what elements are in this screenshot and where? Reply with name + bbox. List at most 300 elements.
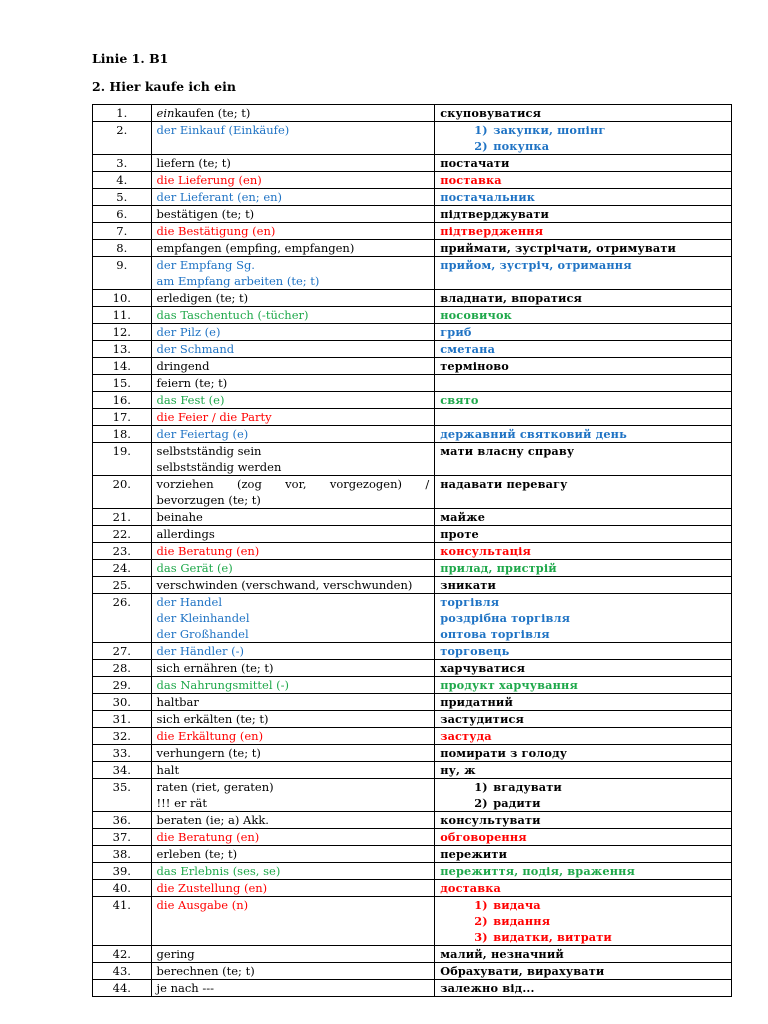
- ukrainian-translation: владнати, впоратися: [440, 291, 583, 305]
- german-term-cell: [151, 172, 435, 189]
- table-row: [93, 392, 732, 409]
- german-term: allerdings: [156, 527, 215, 541]
- ukrainian-translation-cell: [435, 476, 732, 509]
- german-term: der Großhandel: [156, 627, 249, 641]
- german-term-cell: [151, 728, 435, 745]
- ukrainian-translation-cell: [435, 206, 732, 223]
- numbered-translation: [440, 897, 726, 913]
- german-term-cell: [151, 711, 435, 728]
- table-row: [93, 409, 732, 426]
- german-term: erledigen (te; t): [156, 291, 249, 305]
- table-row: [93, 543, 732, 560]
- list-number: 2): [474, 139, 488, 153]
- table-row: [93, 812, 732, 829]
- ukrainian-translation: торговець: [440, 644, 510, 658]
- row-number: 17.: [93, 409, 152, 426]
- ukrainian-translation: придатний: [440, 695, 513, 709]
- ukrainian-translation: постачати: [440, 156, 510, 170]
- german-term: das Fest (e): [156, 393, 225, 407]
- row-number: 12.: [93, 324, 152, 341]
- german-term-word: vor,: [285, 477, 307, 491]
- row-number: 15.: [93, 375, 152, 392]
- row-number: 3.: [93, 155, 152, 172]
- german-term: !!! er rät: [156, 796, 207, 810]
- german-term: verschwinden (verschwand, verschwunden): [156, 578, 413, 592]
- table-row: [93, 358, 732, 375]
- ukrainian-translation-cell: [435, 863, 732, 880]
- german-term-cell: [151, 677, 435, 694]
- german-term-cell: [151, 543, 435, 560]
- german-term-cell: [151, 812, 435, 829]
- german-term: die Beratung (en): [156, 544, 260, 558]
- ukrainian-translation-cell: [435, 324, 732, 341]
- ukrainian-translation: свято: [440, 393, 479, 407]
- ukrainian-translation: постачальник: [440, 190, 536, 204]
- german-term: der Händler (-): [156, 644, 245, 658]
- german-term: am Empfang arbeiten (te; t): [156, 274, 320, 288]
- german-term: die Zustellung (en): [156, 881, 268, 895]
- ukrainian-translation-cell: [435, 829, 732, 846]
- german-term: der Empfang Sg.: [156, 258, 255, 272]
- german-term-cell: [151, 963, 435, 980]
- table-row: [93, 880, 732, 897]
- row-number: 13.: [93, 341, 152, 358]
- german-term-cell: [151, 307, 435, 324]
- table-row: [93, 155, 732, 172]
- ukrainian-translation: торгівля: [440, 595, 500, 609]
- ukrainian-translation: оптова торгівля: [440, 627, 550, 641]
- ukrainian-translation: гриб: [440, 325, 472, 339]
- ukrainian-translation-cell: [435, 392, 732, 409]
- list-number: 1): [474, 780, 488, 794]
- german-term-cell: [151, 863, 435, 880]
- row-number: 27.: [93, 643, 152, 660]
- german-term: [157, 476, 430, 492]
- table-row: [93, 863, 732, 880]
- row-number: 5.: [93, 189, 152, 206]
- ukrainian-translation-cell: [435, 846, 732, 863]
- german-term: sich erkälten (te; t): [156, 712, 269, 726]
- german-term-cell: [151, 762, 435, 779]
- row-number: 36.: [93, 812, 152, 829]
- ukrainian-translation-cell: [435, 172, 732, 189]
- row-number: 43.: [93, 963, 152, 980]
- ukrainian-translation: консультація: [440, 544, 532, 558]
- german-term-cell: [151, 240, 435, 257]
- ukrainian-translation-cell: [435, 223, 732, 240]
- ukrainian-translation-cell: [435, 694, 732, 711]
- german-term: empfangen (empfing, empfangen): [156, 241, 355, 255]
- ukrainian-translation-cell: [435, 711, 732, 728]
- german-term: der Pilz (e): [156, 325, 221, 339]
- ukrainian-translation-cell: [435, 375, 732, 392]
- table-row: [93, 846, 732, 863]
- table-row: [93, 677, 732, 694]
- german-term: bestätigen (te; t): [156, 207, 255, 221]
- row-number: 7.: [93, 223, 152, 240]
- ukrainian-translation-cell: [435, 745, 732, 762]
- row-number: 34.: [93, 762, 152, 779]
- ukrainian-translation: державний святковий день: [440, 427, 627, 441]
- german-term-cell: [151, 223, 435, 240]
- german-term-cell: [151, 897, 435, 946]
- ukrainian-translation-cell: [435, 880, 732, 897]
- numbered-translation: [440, 929, 726, 945]
- ukrainian-translation-cell: [435, 105, 732, 122]
- ukrainian-translation: ну, ж: [440, 763, 476, 777]
- ukrainian-translation: підтверджувати: [440, 207, 550, 221]
- table-row: [93, 963, 732, 980]
- row-number: 25.: [93, 577, 152, 594]
- row-number: 14.: [93, 358, 152, 375]
- german-term: die Feier / die Party: [156, 410, 272, 424]
- german-term-cell: [151, 122, 435, 155]
- ukrainian-translation: мати власну справу: [440, 444, 575, 458]
- german-term: das Erlebnis (ses, se): [156, 864, 281, 878]
- german-term-word: vorziehen: [156, 477, 214, 491]
- german-term: feiern (te; t): [156, 376, 228, 390]
- german-term-cell: [151, 409, 435, 426]
- ukrainian-translation-cell: [435, 897, 732, 946]
- table-row: [93, 324, 732, 341]
- german-term-cell: [151, 392, 435, 409]
- german-term-cell: [151, 189, 435, 206]
- german-term: beraten (ie; a) Akk.: [156, 813, 269, 827]
- row-number: 32.: [93, 728, 152, 745]
- german-term-cell: [151, 105, 435, 122]
- german-term-cell: [151, 341, 435, 358]
- ukrainian-translation-cell: [435, 443, 732, 476]
- german-term: selbstständig sein: [156, 444, 262, 458]
- german-term-cell: [151, 290, 435, 307]
- ukrainian-translation-cell: [435, 307, 732, 324]
- ukrainian-translation: радити: [493, 796, 541, 810]
- ukrainian-translation: надавати перевагу: [440, 477, 568, 491]
- table-row: [93, 526, 732, 543]
- table-row: [93, 779, 732, 812]
- table-row: [93, 257, 732, 290]
- ukrainian-translation-cell: [435, 122, 732, 155]
- ukrainian-translation-cell: [435, 946, 732, 963]
- table-row: [93, 660, 732, 677]
- chapter-heading: 2. Hier kaufe ich ein: [92, 79, 236, 94]
- ukrainian-translation: поставка: [440, 173, 502, 187]
- row-number: 19.: [93, 443, 152, 476]
- vocabulary-table-body: [93, 105, 732, 997]
- german-term-cell: [151, 946, 435, 963]
- table-row: [93, 745, 732, 762]
- table-row: [93, 728, 732, 745]
- ukrainian-translation: видання: [493, 914, 551, 928]
- ukrainian-translation: пережиття, подія, враження: [440, 864, 636, 878]
- list-number: 1): [474, 898, 488, 912]
- german-term-word: (zog: [236, 477, 262, 491]
- ukrainian-translation: залежно від...: [440, 981, 535, 995]
- german-term-cell: [151, 257, 435, 290]
- german-term: die Bestätigung (en): [156, 224, 276, 238]
- ukrainian-translation-cell: [435, 240, 732, 257]
- list-number: 2): [474, 914, 488, 928]
- ukrainian-translation: вгадувати: [493, 780, 562, 794]
- table-row: [93, 189, 732, 206]
- german-term: je nach ---: [156, 981, 214, 995]
- ukrainian-translation-cell: [435, 155, 732, 172]
- row-number: 2.: [93, 122, 152, 155]
- list-number: 2): [474, 796, 488, 810]
- row-number: 10.: [93, 290, 152, 307]
- ukrainian-translation: Обрахувати, вирахувати: [440, 964, 605, 978]
- german-term: gering: [156, 947, 195, 961]
- german-term: berechnen (te; t): [156, 964, 255, 978]
- row-number: 16.: [93, 392, 152, 409]
- table-row: [93, 694, 732, 711]
- row-number: 24.: [93, 560, 152, 577]
- german-term-word: vorgezogen): [329, 477, 402, 491]
- table-row: [93, 643, 732, 660]
- row-number: 39.: [93, 863, 152, 880]
- row-number: 20.: [93, 476, 152, 509]
- german-term-cell: [151, 829, 435, 846]
- ukrainian-translation: застудитися: [440, 712, 525, 726]
- table-row: [93, 122, 732, 155]
- row-number: 42.: [93, 946, 152, 963]
- list-number: 1): [474, 123, 488, 137]
- german-term: die Lieferung (en): [156, 173, 262, 187]
- row-number: 30.: [93, 694, 152, 711]
- table-row: [93, 762, 732, 779]
- german-term: der Schmand: [156, 342, 235, 356]
- table-row: [93, 476, 732, 509]
- numbered-translation: [440, 122, 726, 138]
- german-term: der Handel: [156, 595, 223, 609]
- table-row: [93, 375, 732, 392]
- row-number: 22.: [93, 526, 152, 543]
- german-term-cell: [151, 577, 435, 594]
- ukrainian-translation-cell: [435, 409, 732, 426]
- table-row: [93, 980, 732, 997]
- german-term-cell: [151, 358, 435, 375]
- ukrainian-translation: обговорення: [440, 830, 527, 844]
- ukrainian-translation-cell: [435, 728, 732, 745]
- list-number: 3): [474, 930, 488, 944]
- ukrainian-translation: покупка: [493, 139, 550, 153]
- german-term: der Einkauf (Einkäufe): [156, 123, 290, 137]
- table-row: [93, 560, 732, 577]
- ukrainian-translation: роздрібна торгівля: [440, 611, 571, 625]
- german-term-rest: kaufen (te; t): [174, 106, 251, 120]
- row-number: 9.: [93, 257, 152, 290]
- row-number: 35.: [93, 779, 152, 812]
- german-term: liefern (te; t): [156, 156, 231, 170]
- german-term-cell: [151, 594, 435, 643]
- ukrainian-translation: прилад, пристрій: [440, 561, 557, 575]
- ukrainian-translation-cell: [435, 762, 732, 779]
- lesson-line-heading: Linie 1. B1: [92, 51, 169, 66]
- ukrainian-translation: майже: [440, 510, 486, 524]
- german-term-cell: [151, 779, 435, 812]
- german-term: [157, 105, 430, 121]
- ukrainian-translation: терміново: [440, 359, 509, 373]
- empty-translation: [440, 409, 726, 425]
- ukrainian-translation: видатки, витрати: [493, 930, 612, 944]
- ukrainian-translation: застуда: [440, 729, 492, 743]
- german-term: erleben (te; t): [156, 847, 238, 861]
- german-term-cell: [151, 476, 435, 509]
- ukrainian-translation-cell: [435, 643, 732, 660]
- row-number: 8.: [93, 240, 152, 257]
- numbered-translation: [440, 913, 726, 929]
- german-term: das Gerät (e): [156, 561, 233, 575]
- row-number: 4.: [93, 172, 152, 189]
- table-row: [93, 341, 732, 358]
- row-number: 6.: [93, 206, 152, 223]
- ukrainian-translation: помирати з голоду: [440, 746, 568, 760]
- ukrainian-translation-cell: [435, 660, 732, 677]
- german-term: halt: [156, 763, 180, 777]
- row-number: 37.: [93, 829, 152, 846]
- ukrainian-translation: приймати, зустрічати, отримувати: [440, 241, 677, 255]
- german-term-cell: [151, 880, 435, 897]
- row-number: 23.: [93, 543, 152, 560]
- vocabulary-table: [92, 104, 732, 997]
- german-term-cell: [151, 980, 435, 997]
- german-term-cell: [151, 426, 435, 443]
- german-term-cell: [151, 643, 435, 660]
- german-term-cell: [151, 560, 435, 577]
- ukrainian-translation: малий, незначний: [440, 947, 564, 961]
- ukrainian-translation: носовичок: [440, 308, 512, 322]
- ukrainian-translation: пережити: [440, 847, 508, 861]
- ukrainian-translation-cell: [435, 509, 732, 526]
- german-term: selbstständig werden: [156, 460, 282, 474]
- row-number: 40.: [93, 880, 152, 897]
- table-row: [93, 829, 732, 846]
- separable-prefix: ein: [156, 106, 175, 120]
- german-term-cell: [151, 509, 435, 526]
- ukrainian-translation: доставка: [440, 881, 501, 895]
- table-row: [93, 223, 732, 240]
- row-number: 38.: [93, 846, 152, 863]
- numbered-translation: [440, 779, 726, 795]
- numbered-translation: [440, 138, 726, 154]
- ukrainian-translation-cell: [435, 358, 732, 375]
- table-row: [93, 577, 732, 594]
- german-term: haltbar: [156, 695, 199, 709]
- table-row: [93, 307, 732, 324]
- table-row: [93, 443, 732, 476]
- german-term-cell: [151, 155, 435, 172]
- german-term: das Nahrungsmittel (-): [156, 678, 290, 692]
- ukrainian-translation-cell: [435, 812, 732, 829]
- german-term: die Erkältung (en): [156, 729, 264, 743]
- table-row: [93, 290, 732, 307]
- table-row: [93, 426, 732, 443]
- ukrainian-translation: видача: [493, 898, 541, 912]
- german-term: bevorzugen (te; t): [156, 493, 261, 507]
- ukrainian-translation-cell: [435, 290, 732, 307]
- table-row: [93, 509, 732, 526]
- german-term: das Taschentuch (-tücher): [156, 308, 309, 322]
- row-number: 31.: [93, 711, 152, 728]
- german-term-cell: [151, 375, 435, 392]
- ukrainian-translation: продукт харчування: [440, 678, 578, 692]
- table-row: [93, 711, 732, 728]
- row-number: 28.: [93, 660, 152, 677]
- ukrainian-translation-cell: [435, 426, 732, 443]
- german-term: die Beratung (en): [156, 830, 260, 844]
- ukrainian-translation-cell: [435, 526, 732, 543]
- table-row: [93, 206, 732, 223]
- german-term-word: /: [425, 477, 430, 491]
- german-term: beinahe: [156, 510, 203, 524]
- ukrainian-translation: зникати: [440, 578, 496, 592]
- ukrainian-translation: прийом, зустріч, отримання: [440, 258, 632, 272]
- german-term-cell: [151, 660, 435, 677]
- table-row: [93, 594, 732, 643]
- row-number: 11.: [93, 307, 152, 324]
- ukrainian-translation-cell: [435, 543, 732, 560]
- ukrainian-translation-cell: [435, 560, 732, 577]
- row-number: 21.: [93, 509, 152, 526]
- german-term-cell: [151, 324, 435, 341]
- german-term-cell: [151, 846, 435, 863]
- german-term: der Lieferant (en; en): [156, 190, 283, 204]
- ukrainian-translation: консультувати: [440, 813, 541, 827]
- german-term-cell: [151, 526, 435, 543]
- ukrainian-translation: сметана: [440, 342, 496, 356]
- ukrainian-translation-cell: [435, 341, 732, 358]
- ukrainian-translation-cell: [435, 963, 732, 980]
- row-number: 18.: [93, 426, 152, 443]
- ukrainian-translation-cell: [435, 577, 732, 594]
- german-term-cell: [151, 443, 435, 476]
- row-number: 44.: [93, 980, 152, 997]
- ukrainian-translation: скуповуватися: [440, 106, 542, 120]
- row-number: 29.: [93, 677, 152, 694]
- ukrainian-translation-cell: [435, 257, 732, 290]
- ukrainian-translation-cell: [435, 779, 732, 812]
- row-number: 33.: [93, 745, 152, 762]
- ukrainian-translation-cell: [435, 980, 732, 997]
- row-number: 26.: [93, 594, 152, 643]
- ukrainian-translation: закупки, шопінг: [493, 123, 606, 137]
- table-row: [93, 105, 732, 122]
- ukrainian-translation: підтвердження: [440, 224, 544, 238]
- ukrainian-translation-cell: [435, 189, 732, 206]
- german-term: die Ausgabe (n): [156, 898, 249, 912]
- table-row: [93, 946, 732, 963]
- german-term-cell: [151, 745, 435, 762]
- german-term: der Feiertag (e): [156, 427, 249, 441]
- numbered-translation: [440, 795, 726, 811]
- table-row: [93, 172, 732, 189]
- german-term: sich ernähren (te; t): [156, 661, 274, 675]
- table-row: [93, 897, 732, 946]
- german-term-cell: [151, 694, 435, 711]
- row-number: 41.: [93, 897, 152, 946]
- german-term: der Kleinhandel: [156, 611, 250, 625]
- table-row: [93, 240, 732, 257]
- ukrainian-translation: проте: [440, 527, 479, 541]
- german-term: raten (riet, geraten): [156, 780, 274, 794]
- german-term: verhungern (te; t): [156, 746, 261, 760]
- german-term-cell: [151, 206, 435, 223]
- ukrainian-translation-cell: [435, 677, 732, 694]
- empty-translation: [440, 375, 726, 391]
- german-term: dringend: [156, 359, 210, 373]
- ukrainian-translation-cell: [435, 594, 732, 643]
- ukrainian-translation: харчуватися: [440, 661, 526, 675]
